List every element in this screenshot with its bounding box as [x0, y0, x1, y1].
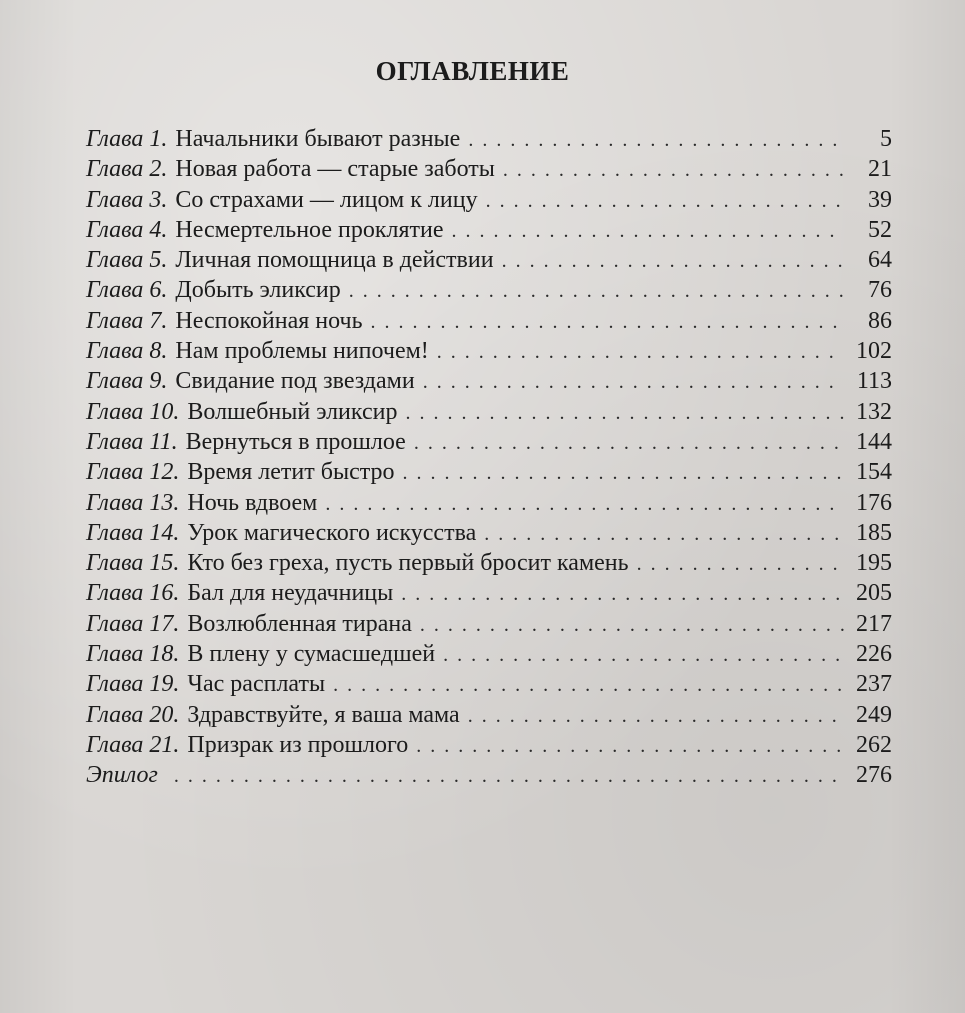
toc-entry: [86, 427, 892, 457]
toc-entry: [86, 366, 892, 396]
chapter-number: Глава 8.: [86, 338, 168, 365]
chapter-number: Глава 6.: [86, 277, 168, 304]
toc-entry: [86, 669, 892, 699]
chapter-title: Время летит быстро: [187, 459, 395, 486]
chapter-title: Свидание под звездами: [175, 368, 415, 395]
chapter-number: Глава 5.: [86, 247, 168, 274]
page-number: 154: [856, 459, 892, 486]
page-number: 205: [856, 580, 892, 607]
dot-leader: [405, 398, 844, 428]
dot-leader: [484, 519, 844, 549]
toc-entry-label: [86, 488, 317, 518]
dot-leader: [468, 701, 844, 731]
chapter-number: Глава 14.: [86, 519, 180, 546]
chapter-title: Волшебный эликсир: [187, 398, 398, 425]
chapter-title: Призрак из прошлого: [187, 731, 409, 758]
chapter-number: Глава 13.: [86, 489, 180, 516]
page-title: ОГЛАВЛЕНИЕ: [375, 56, 570, 86]
dot-leader: [371, 307, 844, 337]
table-of-contents: [86, 124, 892, 791]
chapter-number: Глава 7.: [86, 307, 168, 334]
toc-entry-label: [86, 669, 325, 699]
toc-entry: [86, 306, 892, 336]
toc-entry-label: [86, 427, 406, 457]
toc-entry: [86, 518, 892, 548]
chapter-title: Урок магического искусства: [187, 519, 477, 546]
page-number: 176: [856, 489, 892, 516]
toc-entry-label: [86, 609, 412, 639]
page-number: 185: [856, 519, 892, 546]
dot-leader: [637, 549, 844, 579]
toc-entry-label: [86, 275, 341, 305]
chapter-number: Глава 19.: [86, 671, 180, 698]
toc-entry-label: [86, 154, 495, 184]
dot-leader: [325, 489, 844, 519]
toc-entry-label: [86, 457, 395, 487]
dot-leader: [174, 761, 844, 791]
chapter-title: Кто без греха, пусть первый бросит камень: [187, 550, 629, 577]
toc-entry-label: [86, 639, 435, 669]
page-number: 237: [856, 671, 892, 698]
page-number: 262: [856, 731, 892, 758]
dot-leader: [420, 610, 844, 640]
dot-leader: [486, 186, 844, 216]
chapter-number: Глава 2.: [86, 156, 168, 183]
toc-entry-label: [86, 185, 478, 215]
dot-leader: [403, 458, 845, 488]
dot-leader: [503, 155, 844, 185]
dot-leader: [502, 246, 844, 276]
toc-entry: [86, 336, 892, 366]
toc-entry-label: [86, 336, 429, 366]
page-number: 249: [856, 701, 892, 728]
dot-leader: [443, 640, 844, 670]
dot-leader: [414, 428, 844, 458]
chapter-title: Здравствуйте, я ваша мама: [187, 701, 460, 728]
page-number: 113: [856, 368, 892, 395]
chapter-number: Глава 18.: [86, 641, 180, 668]
toc-entry-label: [86, 245, 494, 275]
chapter-title: Возлюбленная тирана: [187, 610, 412, 637]
toc-entry: [86, 154, 892, 184]
toc-entry: [86, 215, 892, 245]
dot-leader: [349, 276, 844, 306]
chapter-number: Глава 20.: [86, 701, 180, 728]
chapter-title: Несмертельное проклятие: [175, 216, 444, 243]
toc-entry-label: [86, 215, 444, 245]
toc-entry: [86, 124, 892, 154]
chapter-number: Глава 15.: [86, 550, 180, 577]
chapter-title: Час расплаты: [187, 671, 326, 698]
toc-entry: [86, 245, 892, 275]
page-number: 5: [880, 126, 892, 152]
toc-entry: [86, 488, 892, 518]
chapter-number: Глава 11.: [86, 428, 178, 455]
page-number: 52: [868, 216, 892, 243]
toc-entry: [86, 185, 892, 215]
toc-entry: [86, 275, 892, 305]
page-number: 76: [868, 277, 892, 304]
toc-entry: [86, 760, 892, 790]
chapter-title: Бал для неудачницы: [187, 580, 394, 607]
chapter-number: Глава 17.: [86, 610, 180, 637]
toc-entry: [86, 578, 892, 608]
chapter-number: Глава 4.: [86, 216, 168, 243]
toc-entry: [86, 397, 892, 427]
chapter-title: Добыть эликсир: [175, 277, 341, 304]
dot-leader: [437, 337, 844, 367]
chapter-number: Эпилог: [86, 762, 158, 789]
chapter-number: Глава 9.: [86, 368, 168, 395]
toc-entry-label: [86, 366, 415, 396]
chapter-number: Глава 21.: [86, 731, 180, 758]
chapter-title: Нам проблемы нипочем!: [175, 338, 429, 365]
page-number: 64: [868, 247, 892, 274]
chapter-title: Личная помощница в действии: [175, 247, 494, 274]
chapter-number: Глава 16.: [86, 580, 180, 607]
chapter-number: Глава 12.: [86, 459, 180, 486]
toc-entry: [86, 609, 892, 639]
toc-entry-label: [86, 397, 397, 427]
page-number: 86: [868, 307, 892, 334]
toc-entry-label: [86, 700, 460, 730]
dot-leader: [401, 579, 844, 609]
toc-entry-label: [86, 306, 363, 336]
page-number: 39: [868, 186, 892, 213]
page-number: 132: [856, 398, 892, 425]
chapter-title: В плену у сумасшедшей: [187, 641, 436, 668]
page-number: 144: [856, 428, 892, 455]
dot-leader: [468, 125, 844, 155]
toc-entry-label: [86, 730, 408, 760]
chapter-number: Глава 10.: [86, 398, 180, 425]
chapter-title: Начальники бывают разные: [175, 126, 461, 152]
toc-entry-label: [86, 518, 476, 548]
chapter-title: Неспокойная ночь: [175, 307, 363, 334]
toc-entry: [86, 730, 892, 760]
toc-entry-label: [86, 578, 393, 608]
toc-entry: [86, 700, 892, 730]
dot-leader: [416, 731, 844, 761]
dot-leader: [452, 216, 844, 246]
dot-leader: [423, 367, 844, 397]
chapter-title: Вернуться в прошлое: [185, 428, 406, 455]
page-number: 102: [856, 338, 892, 365]
page-number: 217: [856, 610, 892, 637]
toc-entry-label: [86, 760, 166, 790]
dot-leader: [333, 670, 844, 700]
toc-entry: [86, 548, 892, 578]
toc-entry: [86, 457, 892, 487]
page-number: 276: [856, 762, 892, 789]
toc-entry-label: [86, 548, 629, 578]
page-number: 226: [856, 641, 892, 668]
toc-entry-label: [86, 124, 460, 154]
page-number: 21: [868, 156, 892, 183]
chapter-number: Глава 1.: [86, 126, 168, 152]
chapter-number: Глава 3.: [86, 186, 168, 213]
chapter-title: Со страхами — лицом к лицу: [175, 186, 478, 213]
page-number: 195: [856, 550, 892, 577]
toc-entry: [86, 639, 892, 669]
chapter-title: Ночь вдвоем: [187, 489, 318, 516]
chapter-title: Новая работа — старые заботы: [175, 156, 495, 183]
